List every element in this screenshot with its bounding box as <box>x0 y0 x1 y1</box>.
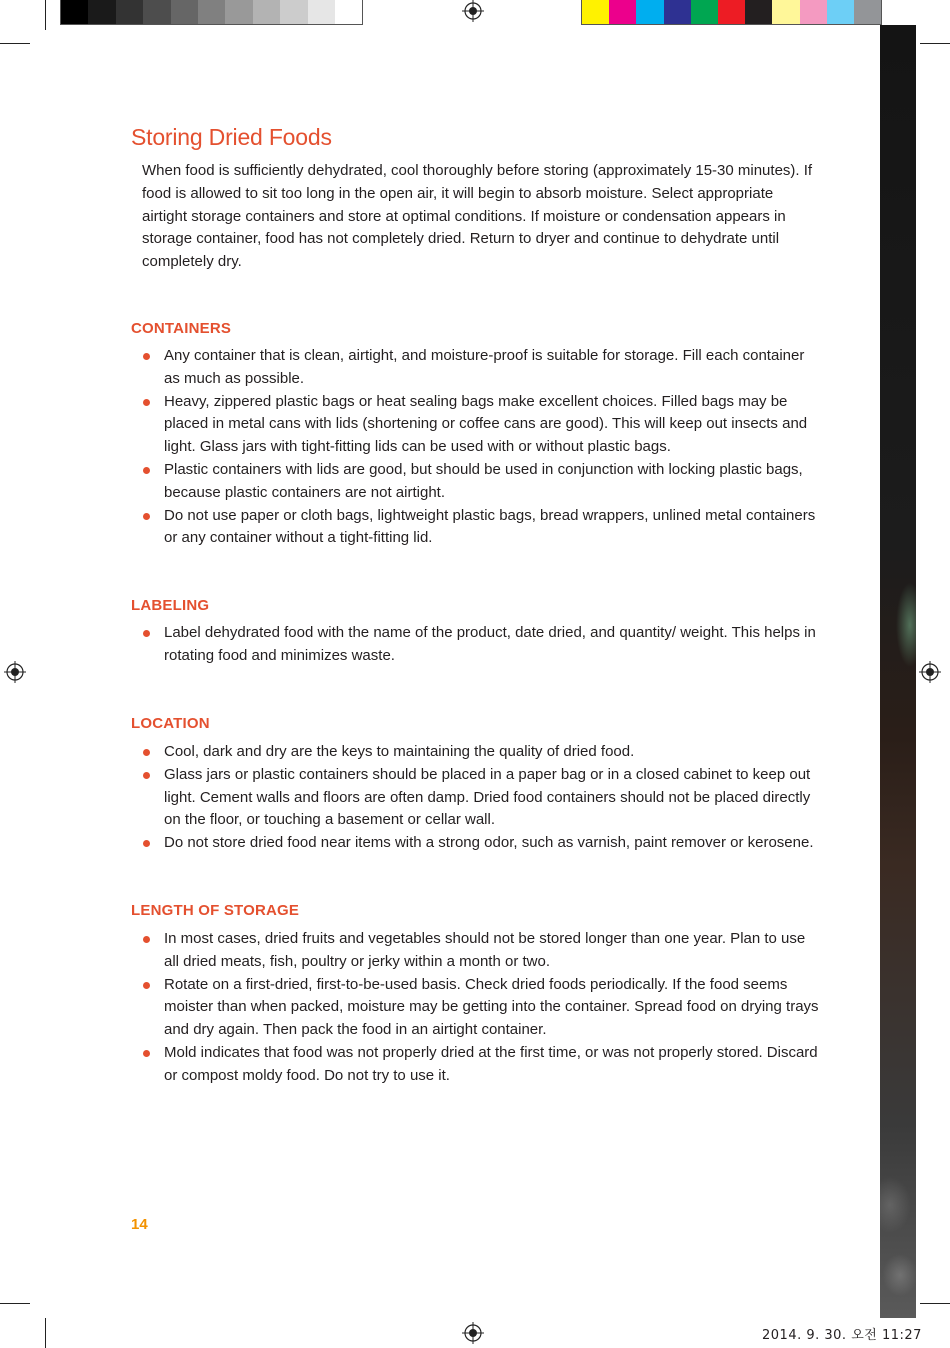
crop-mark-bottom-right <box>920 1303 950 1304</box>
gray-swatch-5 <box>198 0 225 24</box>
gray-swatch-7 <box>253 0 280 24</box>
color-swatch-2 <box>636 0 663 24</box>
gray-swatch-1 <box>88 0 115 24</box>
gray-swatch-4 <box>171 0 198 24</box>
color-swatch-10 <box>854 0 881 24</box>
registration-mark-left-icon <box>4 661 26 683</box>
color-swatch-1 <box>609 0 636 24</box>
list-item: Glass jars or plastic containers should be placed in a paper bag or in a closed cabinet to keep out light. Cement walls and floors are often damp. Dried food containers should not be placed directly on the floor, or touching a basement or cellar wall. <box>142 764 822 832</box>
page-title: Storing Dried Foods <box>131 124 332 150</box>
gray-swatch-9 <box>308 0 335 24</box>
grayscale-color-bar <box>60 0 363 25</box>
color-swatch-5 <box>718 0 745 24</box>
length-of-storage-list <box>142 928 822 1088</box>
list-item: Do not store dried food near items with a strong odor, such as varnish, paint remover or kerosene. <box>142 832 822 855</box>
crop-mark-bottom-left <box>0 1303 30 1304</box>
print-timestamp: 2014. 9. 30. 오전 11:27 <box>762 1328 922 1343</box>
containers-list <box>142 345 822 550</box>
intro-paragraph: When food is sufficiently dehydrated, cool thoroughly before storing (approximately 15-30 minutes). If food is allowed to sit too long in the open air, it will begin to absorb moisture. Select appropriate airtight storage containers and store at optimal conditions. If moisture or condensation appears in storage container, food has not completely dried. Return to dryer and continue to dehydrate until completely dry. <box>142 162 813 271</box>
list-item: Label dehydrated food with the name of the product, date dried, and quantity/ weight. This helps in rotating food and minimizes waste. <box>142 622 822 668</box>
location-list <box>142 741 822 855</box>
registration-mark-bottom-icon <box>462 1322 484 1344</box>
registration-mark-top-icon <box>462 0 484 22</box>
color-swatch-9 <box>827 0 854 24</box>
section-heading-containers: CONTAINERS <box>131 320 232 337</box>
list-item: Mold indicates that food was not properly dried at the first time, or was not properly stored. Discard or compost moldy food. Do not try to use it. <box>142 1042 822 1088</box>
registration-mark-right-icon <box>919 661 941 683</box>
color-swatch-8 <box>800 0 827 24</box>
list-item: Plastic containers with lids are good, but should be used in conjunction with locking plastic bags, because plastic containers are not airtight. <box>142 459 822 505</box>
section-heading-location: LOCATION <box>131 715 210 732</box>
gray-swatch-2 <box>116 0 143 24</box>
list-item: Rotate on a first-dried, first-to-be-used basis. Check dried foods periodically. If the food seems moister than when packed, moisture may be getting into the container. Spread food on drying trays and dry again. Then pack the food in an airtight container. <box>142 974 822 1042</box>
gray-swatch-3 <box>143 0 170 24</box>
section-heading-labeling: LABELING <box>131 597 210 614</box>
section-heading-length-of-storage: LENGTH OF STORAGE <box>131 902 300 919</box>
color-swatch-4 <box>691 0 718 24</box>
gray-swatch-8 <box>280 0 307 24</box>
color-swatch-3 <box>664 0 691 24</box>
list-item: Any container that is clean, airtight, and moisture-proof is suitable for storage. Fill each container as much as possible. <box>142 345 822 391</box>
process-color-bar <box>581 0 882 25</box>
crop-mark-top-right <box>920 43 950 44</box>
page-number: 14 <box>131 1216 148 1233</box>
list-item: Cool, dark and dry are the keys to maintaining the quality of dried food. <box>142 741 822 764</box>
list-item: Heavy, zippered plastic bags or heat sealing bags make excellent choices. Filled bags may be placed in metal cans with lids (shortening or coffee cans are good). This will keep out insects and light. Glass jars with tight-fitting lids can be used with or without plastic bags. <box>142 391 822 459</box>
list-item: In most cases, dried fruits and vegetables should not be stored longer than one year. Plan to use all dried meats, fish, poultry or jerky within a month or two. <box>142 928 822 974</box>
gray-swatch-10 <box>335 0 362 24</box>
crop-mark-top-left <box>0 43 30 44</box>
color-swatch-7 <box>772 0 799 24</box>
background-photo-strip <box>880 25 916 1318</box>
crop-mark-bottom-left-vertical <box>45 1318 46 1348</box>
crop-mark-top-left-vertical <box>45 0 46 30</box>
gray-swatch-0 <box>61 0 88 24</box>
color-swatch-0 <box>582 0 609 24</box>
color-swatch-6 <box>745 0 772 24</box>
labeling-list <box>142 622 822 668</box>
list-item: Do not use paper or cloth bags, lightweight plastic bags, bread wrappers, unlined metal containers or any container without a tight-fitting lid. <box>142 505 822 551</box>
gray-swatch-6 <box>225 0 252 24</box>
